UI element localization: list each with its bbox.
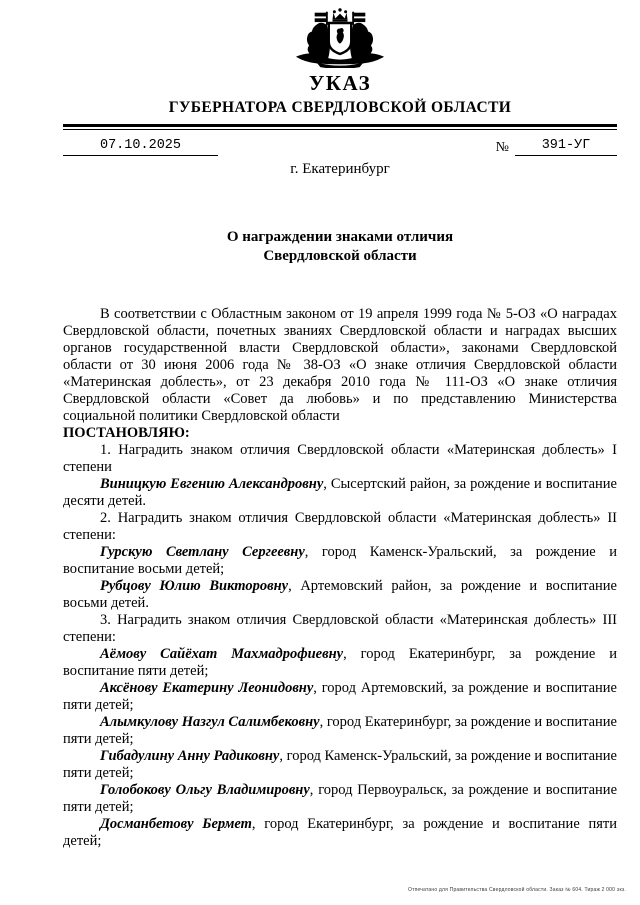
document-title-line1: О награждении знаками отличия bbox=[226, 229, 454, 245]
clause-paragraph: 1. Наградить знаком отличия Свердловской области «Материнская доблесть» I степени bbox=[63, 442, 617, 475]
preamble-paragraph: В соответствии с Областным законом от 19 апреля 1999 года № 5-ОЗ «О наградах Свердловской области, почетных званиях Свердловской области и наградах высших органов государственной власти Свердловской области», законами Свердловской области от 30 июня 2006 года № 38-ОЗ «О знаке отличия Свердловской области «Материнская доблесть», от 23 декабря 2010 года № 111-ОЗ «О знаке отличия Свердловской области «Совет да любовь» и по представлению Министерства социальной политики Свердловской области bbox=[63, 306, 617, 424]
date-value: 07.10.2025 bbox=[63, 138, 218, 156]
awardee-name: Гурскую Светлану Сергеевну bbox=[100, 544, 305, 560]
awardee-paragraph: Голобокову Ольгу Владимировну, город Первоуральск, за рождение и воспитание пяти детей; bbox=[63, 782, 617, 815]
awardee-name: Аксёнову Екатерину Леонидовну bbox=[100, 680, 314, 696]
date-number-row bbox=[63, 138, 617, 156]
document-title-line2: Свердловской области bbox=[263, 248, 417, 264]
awardee-name: Аёмову Сайёхат Махмадрофиевну bbox=[100, 646, 344, 662]
document-title bbox=[63, 228, 617, 266]
awardee-name: Виницкую Евгению Александровну bbox=[100, 476, 324, 492]
awardee-paragraph: Досманбетову Бермет, город Екатеринбург, за рождение и воспитание пяти детей; bbox=[63, 816, 617, 849]
number-value: 391-УГ bbox=[515, 138, 617, 156]
awardee-name: Рубцову Юлию Викторовну bbox=[100, 578, 289, 594]
awardee-paragraph: Рубцову Юлию Викторовну, Артемовский район, за рождение и воспитание восьми детей. bbox=[63, 578, 617, 611]
awardee-name: Алымкулову Назгул Салимбековну bbox=[100, 714, 320, 730]
letterhead-rule bbox=[63, 124, 617, 130]
resolution-word: ПОСТАНОВЛЯЮ: bbox=[63, 425, 190, 441]
clause-paragraph: 2. Наградить знаком отличия Свердловской области «Материнская доблесть» II степени: bbox=[63, 510, 617, 543]
document-body bbox=[63, 306, 617, 850]
clause-paragraph: 3. Наградить знаком отличия Свердловской области «Материнская доблесть» III степени: bbox=[63, 612, 617, 645]
awardee-paragraph: Аёмову Сайёхат Махмадрофиевну, город Екатеринбург, за рождение и воспитание пяти детей; bbox=[63, 646, 617, 679]
awardee-name: Голобокову Ольгу Владимировну bbox=[100, 782, 310, 798]
print-shop-footer: Отпечатано для Правительства Свердловской области. Заказ № 604. Тираж 2 000 экз. bbox=[408, 887, 626, 893]
awardee-paragraph: Гурскую Светлану Сергеевну, город Каменск-Уральский, за рождение и воспитание восьми детей; bbox=[63, 544, 617, 577]
doc-type-title: УКАЗ bbox=[308, 71, 372, 95]
number-sign: № bbox=[495, 140, 509, 155]
place-line: г. Екатеринбург bbox=[290, 161, 390, 177]
awardee-paragraph: Алымкулову Назгул Салимбековну, город Екатеринбург, за рождение и воспитание пяти детей; bbox=[63, 714, 617, 747]
issuer-title: ГУБЕРНАТОРА СВЕРДЛОВСКОЙ ОБЛАСТИ bbox=[168, 99, 512, 116]
awardee-paragraph: Гибадулину Анну Радиковну, город Каменск-Уральский, за рождение и воспитание пяти детей; bbox=[63, 748, 617, 781]
number-block bbox=[496, 138, 617, 156]
letterhead bbox=[63, 8, 617, 178]
awardee-name: Гибадулину Анну Радиковну bbox=[100, 748, 280, 764]
awardee-name: Досманбетову Бермет bbox=[100, 816, 252, 832]
awardee-paragraph: Аксёнову Екатерину Леонидовну, город Артемовский, за рождение и воспитание пяти детей; bbox=[63, 680, 617, 713]
resolution-paragraphs bbox=[63, 442, 617, 850]
awardee-paragraph: Виницкую Евгению Александровну, Сысертский район, за рождение и воспитание десяти детей. bbox=[63, 476, 617, 509]
sverdlovsk-coat-of-arms-icon bbox=[288, 8, 392, 68]
